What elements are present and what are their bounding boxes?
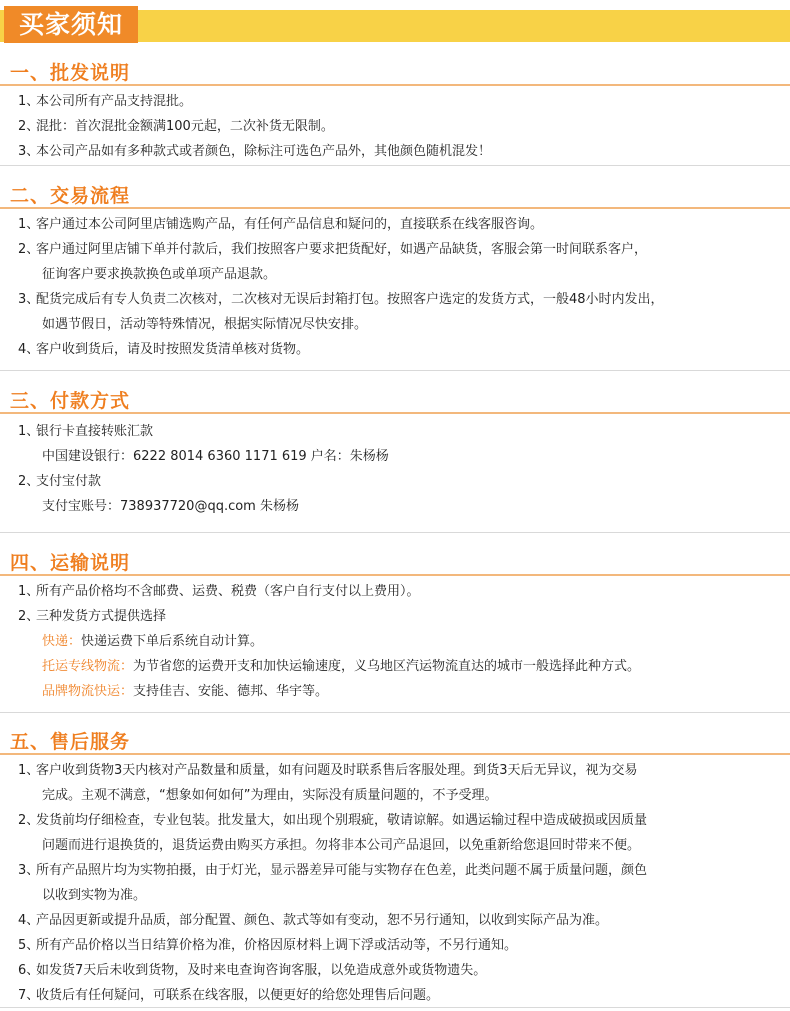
section-title: 一、批发说明: [10, 62, 131, 84]
section-header: [0, 542, 790, 576]
section-underline: [0, 574, 790, 576]
section-payment: [0, 380, 790, 519]
list-item: 1、银行卡直接转账汇款: [18, 424, 154, 439]
section-underline: [0, 412, 790, 414]
shipping-option: 快递：快递运费下单后系统自动计算。: [42, 634, 264, 649]
list-item: 5、所有产品价格以当日结算价格为准，价格因原材料上调下浮或活动等，不另行通知。: [18, 938, 518, 953]
list-item: 2、客户通过阿里店铺下单并付款后，我们按照客户要求把货配好，如遇产品缺货，客服会第一时间联系客户，: [18, 242, 648, 257]
section-trade-process: [0, 175, 790, 362]
list-item: 2、发货前均仔细检查，专业包装。批发量大，如出现个别瑕疵，敬请谅解。如遇运输过程中造成破损或因质量: [18, 813, 648, 828]
divider: [0, 165, 790, 166]
list-item-continuation: 以收到实物为准。: [42, 888, 147, 903]
bank-account-info: 中国建设银行：6222 8014 6360 1171 619 户名：朱杨杨: [42, 449, 389, 464]
list-item: 3、配货完成后有专人负责二次核对，二次核对无误后封箱打包。按照客户选定的发货方式，一般48小时内发出，: [18, 292, 664, 307]
section-header: [0, 380, 790, 414]
list-item: 7、收货后有任何疑问，可联系在线客服，以便更好的给您处理售后问题。: [18, 988, 440, 1003]
alipay-account-info: 支付宝账号：738937720@qq.com 朱杨杨: [42, 499, 299, 514]
section-title: 四、运输说明: [10, 552, 131, 574]
section-header: [0, 721, 790, 755]
list-item-continuation: 如遇节假日，活动等特殊情况，根据实际情况尽快安排。: [42, 317, 368, 332]
section-title: 二、交易流程: [10, 185, 131, 207]
list-item: 2、混批：首次混批金额满100元起，二次补货无限制。: [18, 119, 334, 134]
list-item: 4、客户收到货后，请及时按照发货清单核对货物。: [18, 342, 310, 357]
section-underline: [0, 207, 790, 209]
top-banner: [0, 0, 790, 46]
section-shipping: [0, 542, 790, 704]
shipping-option-label: 快递：: [42, 634, 82, 649]
section-underline: [0, 84, 790, 86]
list-item: 3、本公司产品如有多种款式或者颜色，除标注可选色产品外，其他颜色随机混发！: [18, 144, 492, 159]
list-item-continuation: 征询客户要求换款换色或单项产品退款。: [42, 267, 277, 282]
list-item: 1、所有产品价格均不含邮费、运费、税费（客户自行支付以上费用）。: [18, 584, 420, 599]
shipping-option: 品牌物流快运：支持佳吉、安能、德邦、华宇等。: [42, 684, 329, 699]
divider: [0, 370, 790, 371]
list-item: 6、如发货7天后未收到货物，及时来电查询咨询客服，以免造成意外或货物遗失。: [18, 963, 487, 978]
list-item-continuation: 问题而进行退换货的，退货运费由购买方承担。勿将非本公司产品退回，以免重新给您退回时带来不便。: [42, 838, 641, 853]
divider: [0, 1007, 790, 1008]
section-header: [0, 52, 790, 86]
section-header: [0, 175, 790, 209]
list-item: 1、本公司所有产品支持混批。: [18, 94, 193, 109]
divider: [0, 712, 790, 713]
divider: [0, 532, 790, 533]
section-title: 五、售后服务: [10, 731, 131, 753]
section-wholesale: [0, 52, 790, 164]
list-item: 4、产品因更新或提升品质，部分配置、颜色、款式等如有变动，恕不另行通知，以收到实际产品为准。: [18, 913, 609, 928]
page-title: 买家须知: [4, 6, 138, 43]
list-item: 3、所有产品照片均为实物拍摄，由于灯光，显示器差异可能与实物存在色差，此类问题不属于质量问题，颜色: [18, 863, 648, 878]
shipping-option-label: 品牌物流快运：: [42, 684, 134, 699]
shipping-option-label: 托运专线物流：: [42, 659, 134, 674]
list-item-continuation: 完成。主观不满意，“想象如何如何”为理由，实际没有质量问题的，不予受理。: [42, 788, 498, 803]
list-item: 2、支付宝付款: [18, 474, 102, 489]
list-item: 1、客户收到货物3天内核对产品数量和质量，如有问题及时联系售后客服处理。到货3天后无异议，视为交易: [18, 763, 638, 778]
list-item: 1、客户通过本公司阿里店铺选购产品，有任何产品信息和疑问的，直接联系在线客服咨询。: [18, 217, 544, 232]
section-underline: [0, 753, 790, 755]
list-item: 2、三种发货方式提供选择: [18, 609, 167, 624]
shipping-option: 托运专线物流：为节省您的运费开支和加快运输速度，义乌地区汽运物流直达的城市一般选择此种方式。: [42, 659, 641, 674]
section-after-sales: [0, 721, 790, 1008]
section-title: 三、付款方式: [10, 390, 131, 412]
